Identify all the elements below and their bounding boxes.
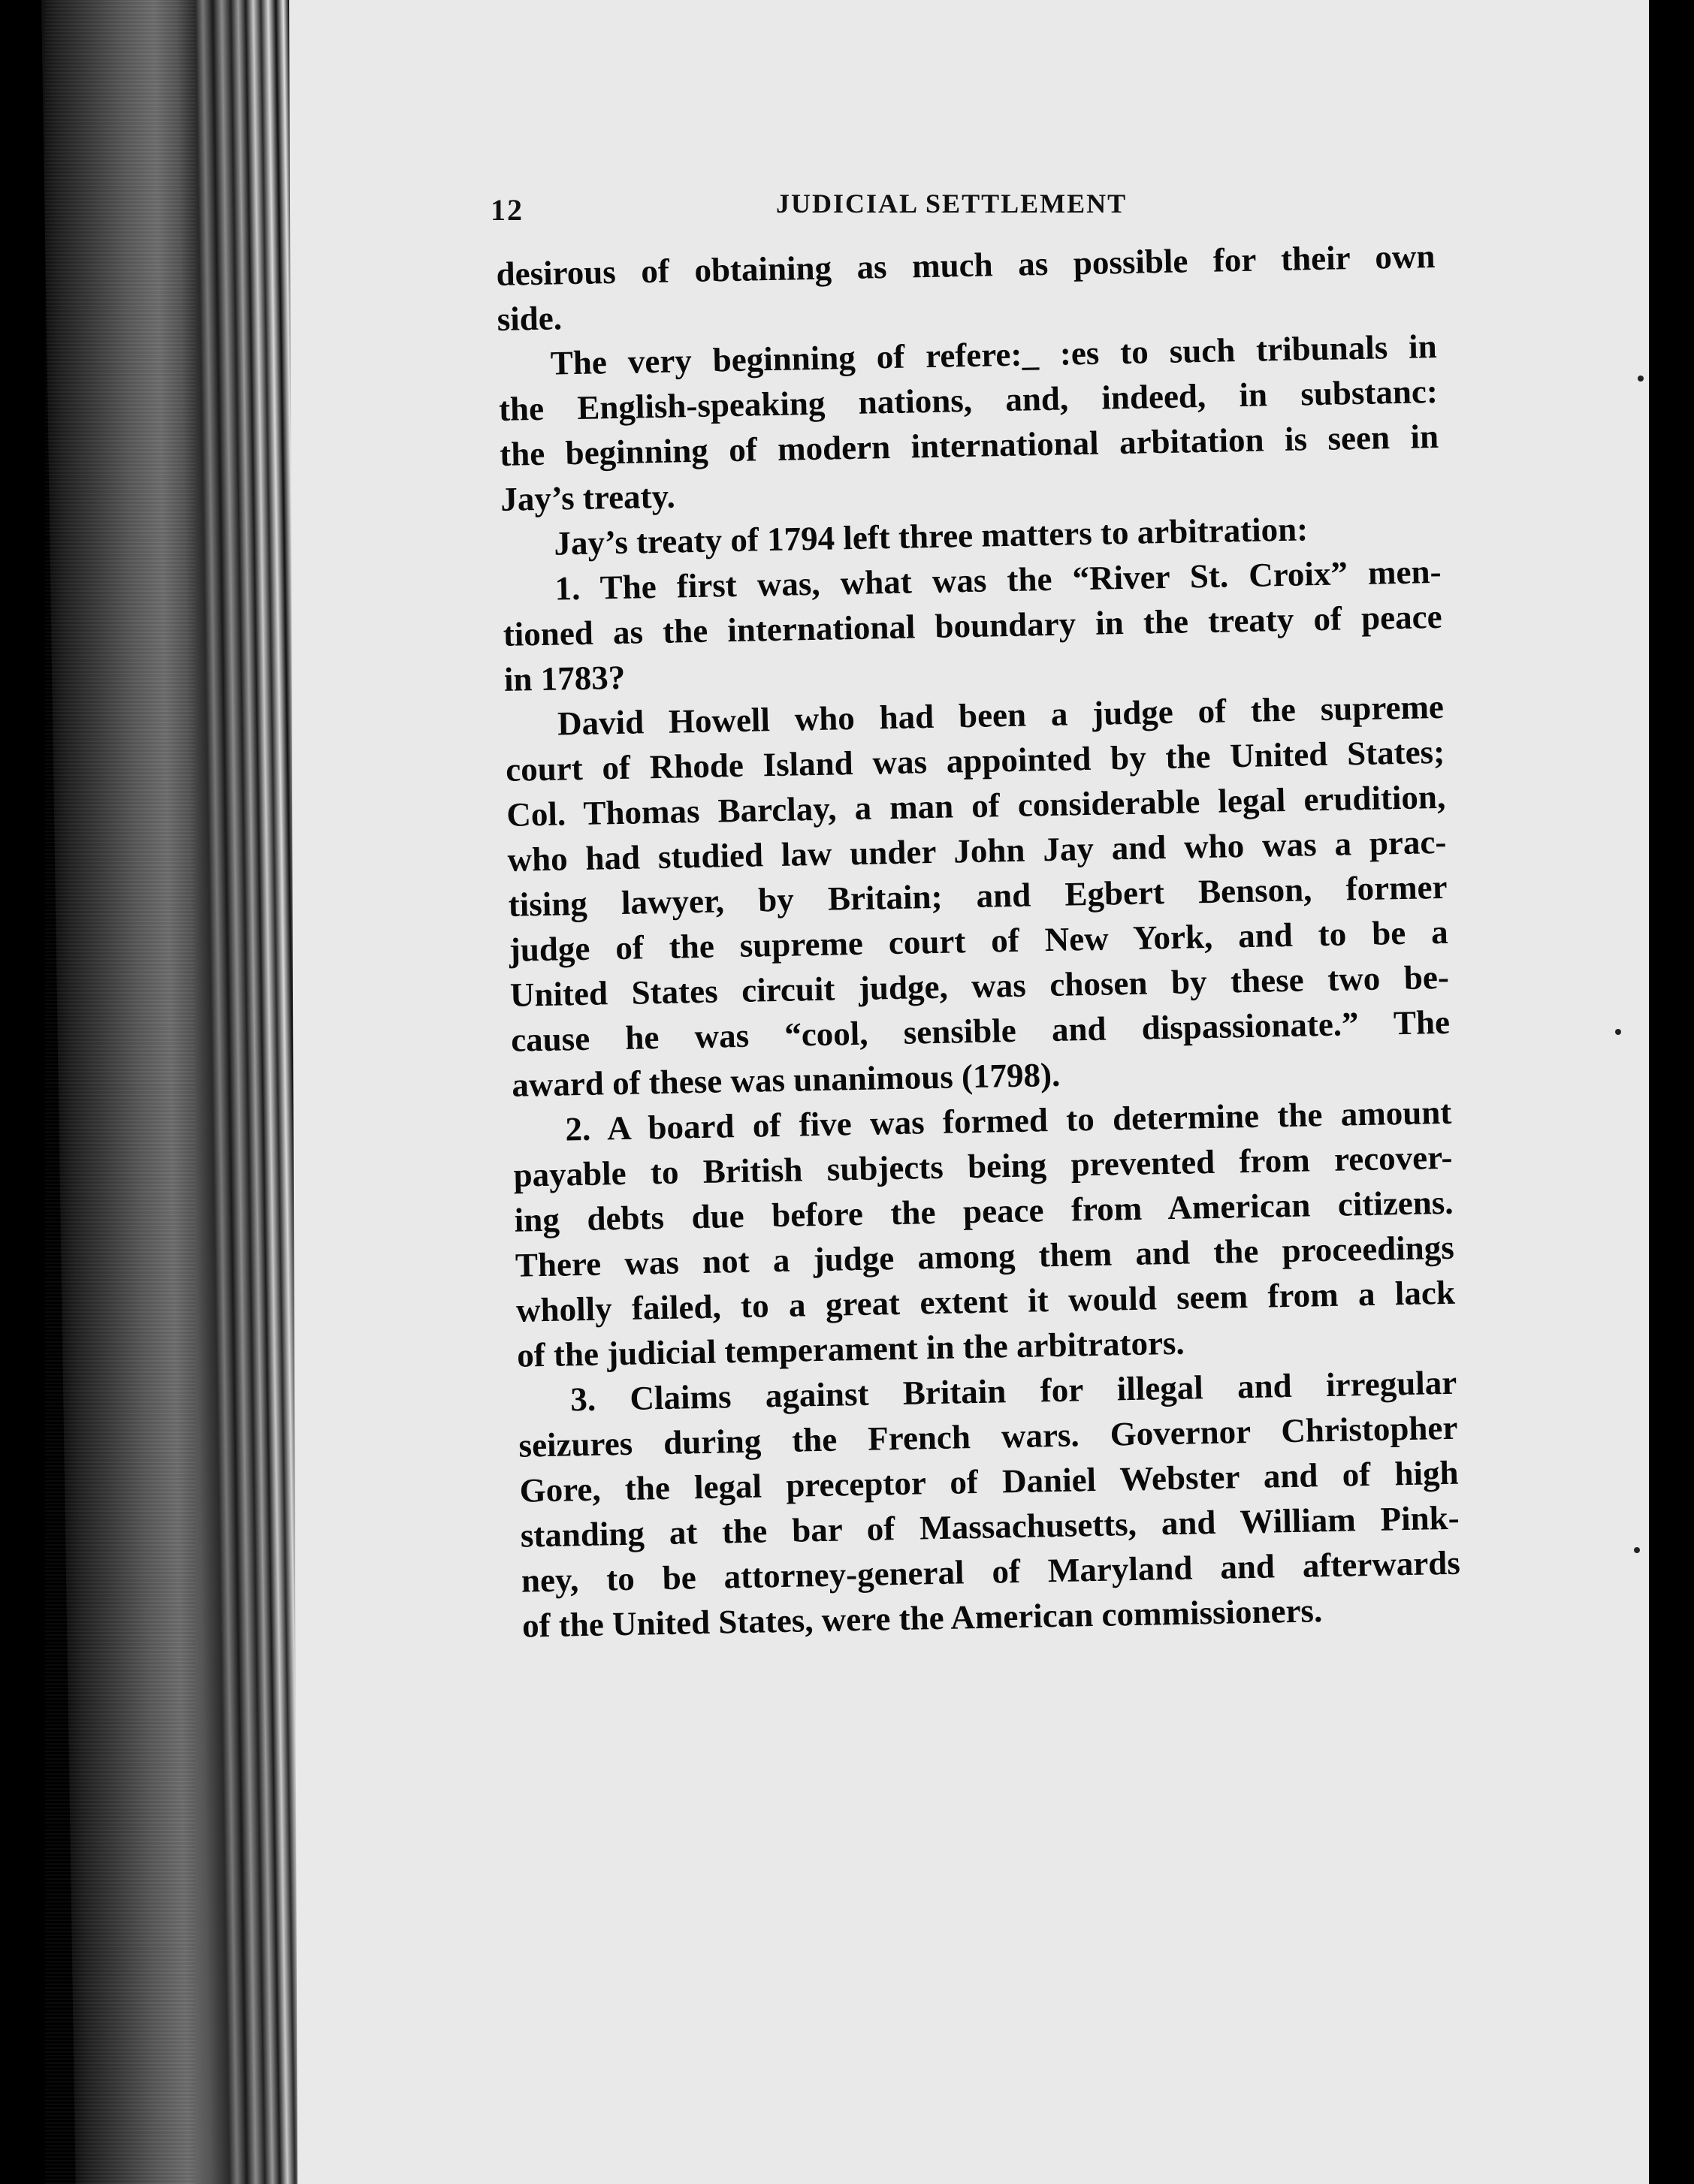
text-line: tising lawyer, by Britain; and Egbert Benson, former — [508, 867, 1448, 924]
paragraph — [505, 684, 1451, 1108]
spine-texture — [45, 0, 195, 2184]
text-line: in 1783? — [503, 658, 626, 698]
text-line: 3. Claims against Britain for illegal and irregular — [569, 1363, 1457, 1419]
text-line: of the judicial temperament in the arbitrators. — [516, 1323, 1185, 1374]
text-line: 2. A board of five was formed to determine the amount — [564, 1093, 1452, 1148]
text-line: Jay’s treaty of 1794 left three matters to arbitration: — [553, 510, 1309, 563]
text-line: the English-speaking nations, and, indeed, in substanc: — [498, 372, 1439, 428]
page-right-border — [1649, 0, 1694, 2184]
text-line: Jay’s treaty. — [500, 477, 676, 518]
text-line: judge of the supreme court of New York, and to be a — [509, 913, 1449, 969]
scan-speck — [1638, 376, 1644, 382]
paragraph — [496, 234, 1436, 342]
text-line: cause he was “cool, sensible and dispassionate.” The — [510, 1003, 1451, 1059]
paragraph — [512, 1090, 1457, 1378]
paragraph — [518, 1360, 1462, 1649]
text-line: award of these was unanimous (1798). — [511, 1055, 1061, 1104]
text-line: the beginning of modern international arbitation is seen in — [499, 417, 1439, 473]
text-line: Gore, the legal preceptor of Daniel Webster and of high — [519, 1453, 1459, 1510]
body-text — [496, 234, 1461, 1649]
text-line: The very beginning of refere:_ :es to such tribunals in — [550, 327, 1438, 382]
text-line: side. — [497, 299, 563, 338]
text-line: tioned as the international boundary in the treaty of peace — [503, 597, 1443, 653]
text-line: United States circuit judge, was chosen by these two be- — [509, 958, 1450, 1014]
text-line: 1. The first was, what was the “River St. Croix” men- — [554, 552, 1442, 608]
text-line: desirous of obtaining as much as possible for their own — [496, 237, 1436, 293]
text-line: wholly failed, to a great extent it would seem from a lack — [515, 1273, 1456, 1329]
text-line: payable to British subjects being prevented from recover- — [513, 1138, 1453, 1194]
scan-speck — [1615, 1029, 1621, 1035]
running-title: JUDICIAL SETTLEMENT — [776, 189, 1128, 219]
text-line: who had studied law under John Jay and who was a prac- — [507, 822, 1447, 879]
text-line: Col. Thomas Barclay, a man of considerable legal erudition, — [506, 777, 1446, 834]
paragraph — [497, 324, 1439, 522]
text-line: court of Rhode Island was appointed by the United States; — [505, 732, 1445, 789]
text-line: standing at the bar of Massachusetts, and William Pink- — [520, 1498, 1460, 1555]
text-line: of the United States, were the American commissioners. — [521, 1591, 1323, 1645]
scan-speck — [1634, 1547, 1640, 1553]
text-line: There was not a judge among them and the proceedings — [515, 1228, 1455, 1284]
paragraph — [502, 549, 1443, 702]
text-line: ing debts due before the peace from American citizens. — [514, 1183, 1454, 1239]
text-line: ney, to be attorney-general of Maryland and afterwards — [521, 1543, 1461, 1600]
text-line: David Howell who had been a judge of the supreme — [557, 687, 1445, 743]
text-line: seizures during the French wars. Governor Christopher — [518, 1408, 1458, 1465]
page-number: 12 — [491, 193, 524, 227]
